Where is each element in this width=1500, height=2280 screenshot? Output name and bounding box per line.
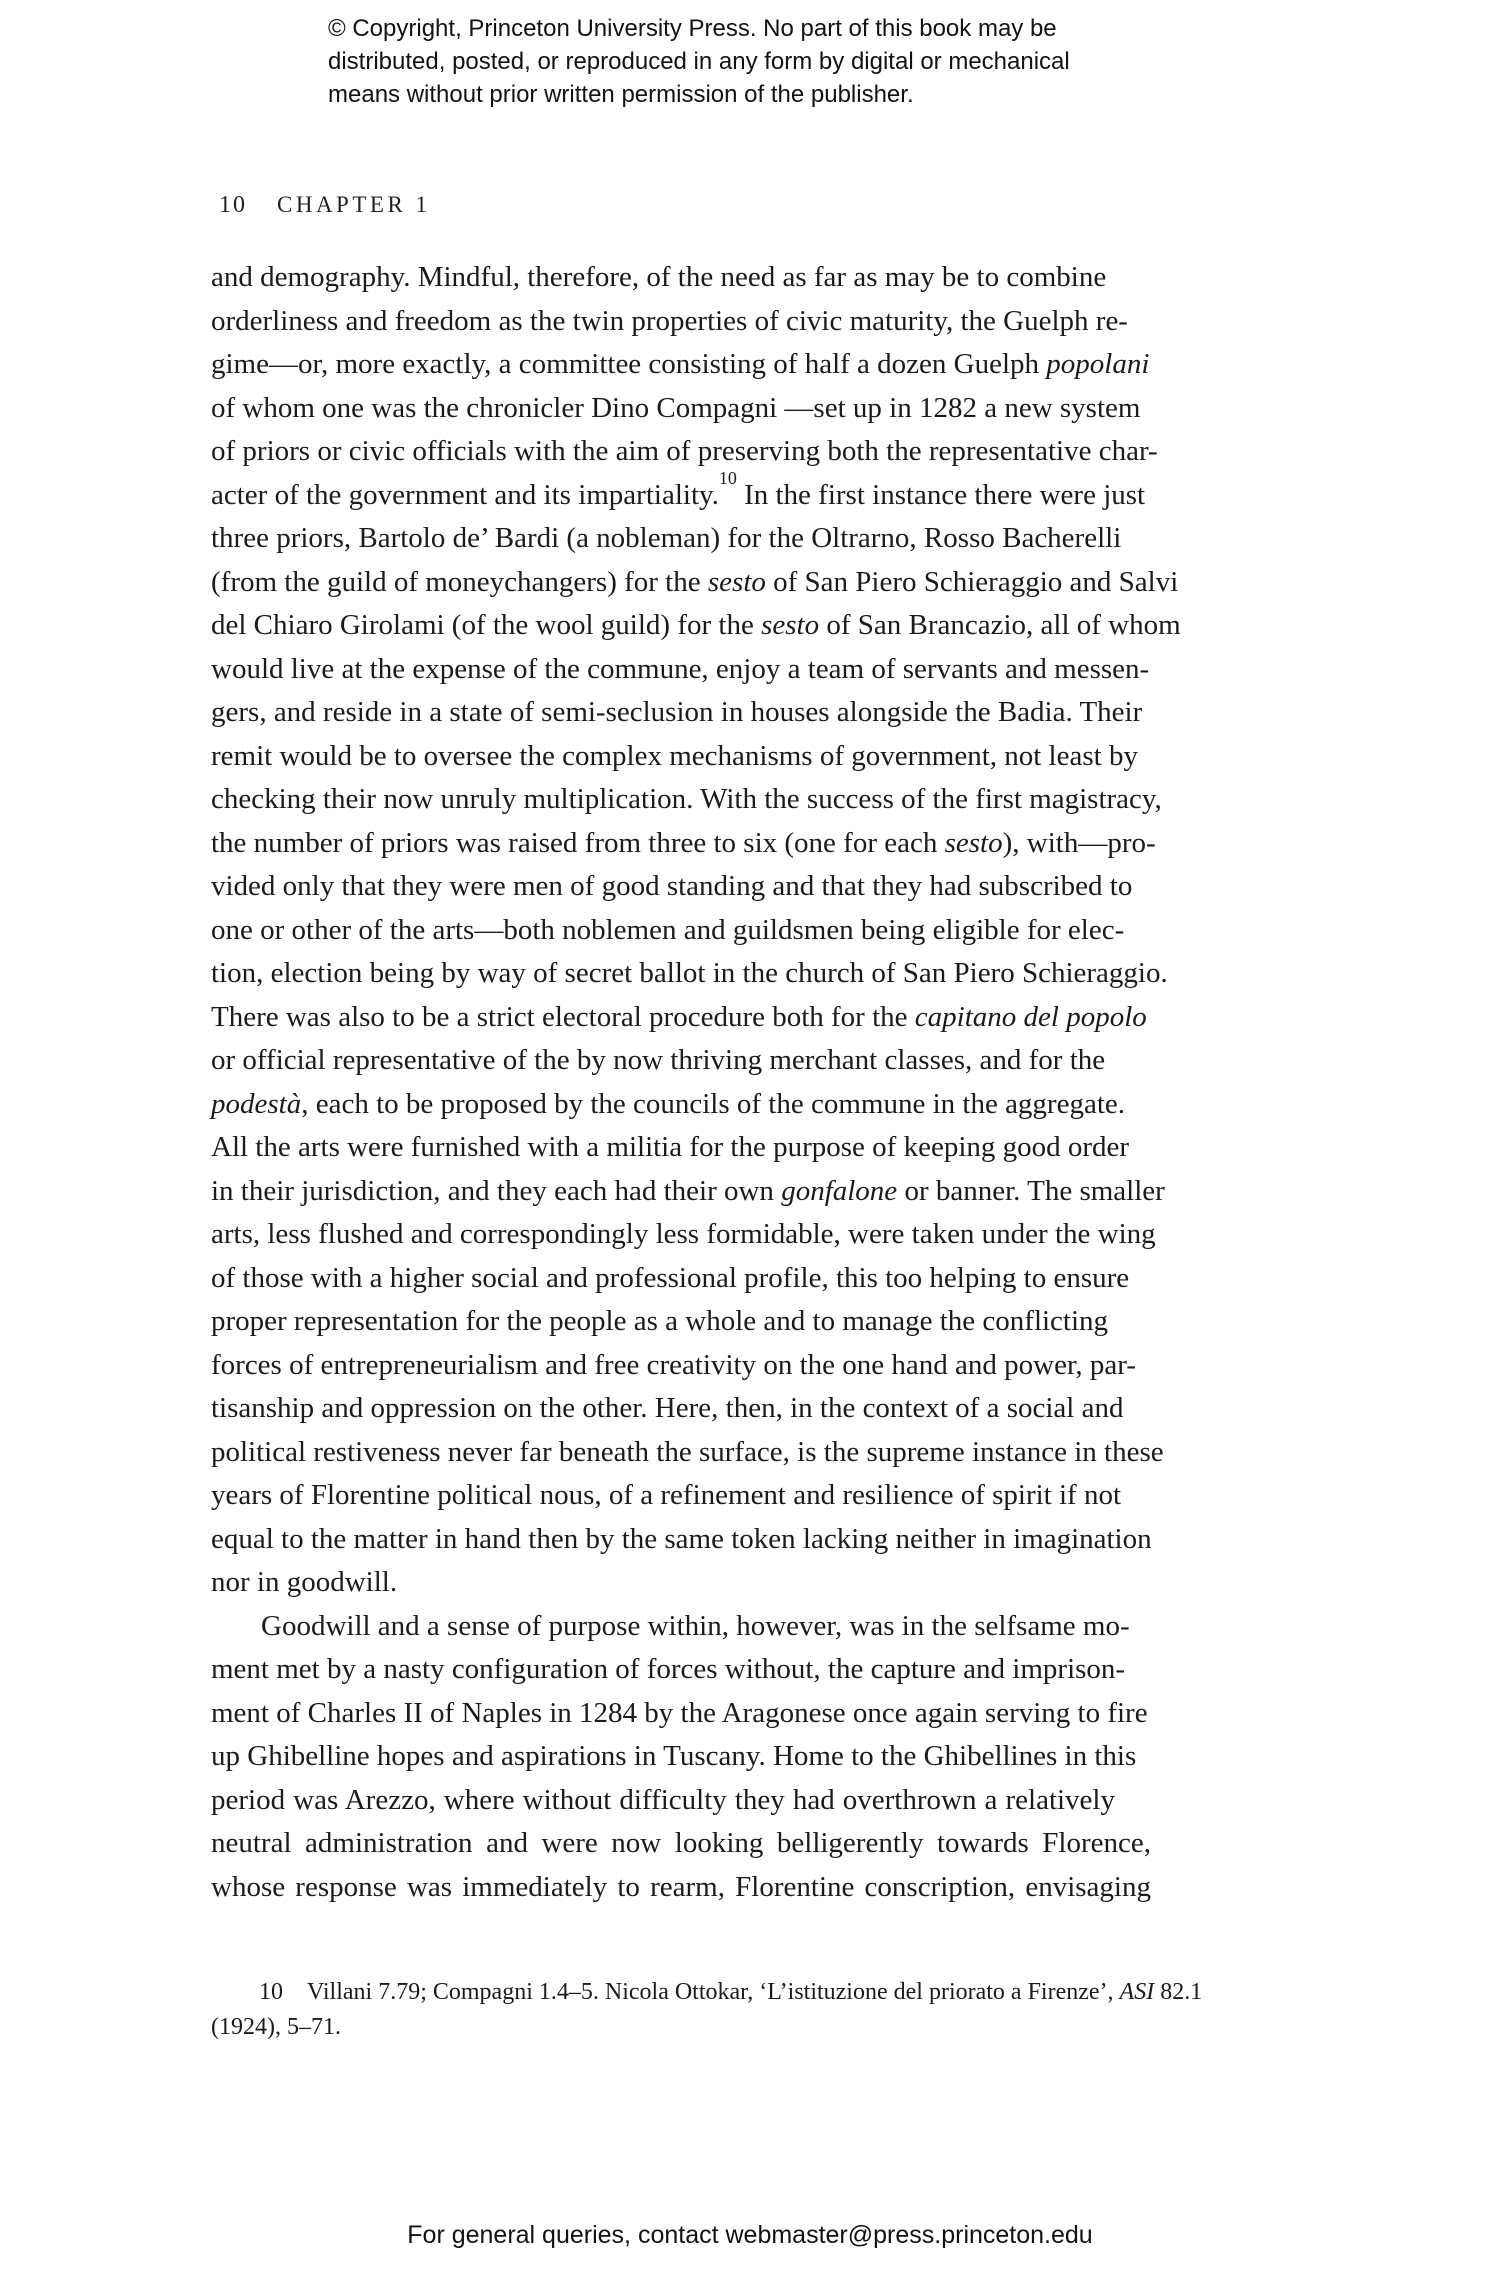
body-text-line: three priors, Bartolo de’ Bardi (a nobleman) for the Oltrarno, Rosso Bacherelli <box>211 522 1122 554</box>
body-text-line: up Ghibelline hopes and aspirations in Tuscany. Home to the Ghibellines in this <box>211 1740 1137 1772</box>
body-text-line: would live at the expense of the commune, enjoy a team of servants and messen- <box>211 652 1150 685</box>
body-text-line: del Chiaro Girolami (of the wool guild) for the sesto of San Brancazio, all of whom <box>211 609 1181 641</box>
copyright-line: means without prior written permission of the publisher. <box>328 81 914 108</box>
body-text-line: equal to the matter in hand then by the same token lacking neither in imagination <box>211 1522 1152 1555</box>
body-text-line: gers, and reside in a state of semi-seclusion in houses alongside the Badia. Their <box>211 696 1143 728</box>
body-text-line: of priors or civic officials with the aim of preserving both the representative char- <box>211 435 1158 467</box>
body-text-line: Goodwill and a sense of purpose within, however, was in the selfsame mo- <box>261 1609 1130 1642</box>
body-text-line: remit would be to oversee the complex mechanisms of government, not least by <box>211 739 1138 772</box>
body-text-line: (from the guild of moneychangers) for the sesto of San Piero Schieraggio and Salvi <box>211 565 1179 598</box>
footnote-line: 10 Villani 7.79; Compagni 1.4–5. Nicola Ottokar, ‘L’istituzione del priorato a Firenze’, ASI 82.1 <box>259 1979 1203 2005</box>
body-text-line: gime—or, more exactly, a committee consisting of half a dozen Guelph popolani <box>211 348 1150 380</box>
body-text-line: and demography. Mindful, therefore, of the need as far as may be to combine <box>211 261 1107 293</box>
body-text-line: There was also to be a strict electoral procedure both for the capitano del popolo <box>211 1000 1147 1033</box>
page-number: 10 <box>219 192 247 218</box>
body-text-line: podestà, each to be proposed by the councils of the commune in the aggregate. <box>211 1087 1126 1120</box>
body-text-line: neutral administration and were now looking belligerently towards Florence, <box>211 1827 1151 1859</box>
body-text <box>211 256 1295 1909</box>
body-text-line: or official representative of the by now thriving merchant classes, and for the <box>211 1044 1106 1076</box>
body-text-line: period was Arezzo, where without difficulty they had overthrown a relatively <box>211 1783 1115 1816</box>
footnote-line: (1924), 5–71. <box>211 2014 341 2040</box>
running-header <box>219 192 431 219</box>
body-text-line: forces of entrepreneurialism and free creativity on the one hand and power, par- <box>211 1348 1137 1381</box>
page-footer-contact: For general queries, contact webmaster@press.princeton.edu <box>407 2221 1093 2249</box>
body-text-line: orderliness and freedom as the twin properties of civic maturity, the Guelph re- <box>211 304 1128 337</box>
body-text-line: ment met by a nasty configuration of forces without, the capture and imprison- <box>211 1653 1126 1685</box>
body-text-line: checking their now unruly multiplication. With the success of the first magistracy, <box>211 783 1162 815</box>
body-text-line: whose response was immediately to rearm, Florentine conscription, envisaging <box>211 1870 1151 1903</box>
copyright-line: distributed, posted, or reproduced in any form by digital or mechanical <box>328 48 1070 75</box>
body-text-line: proper representation for the people as a whole and to manage the conflicting <box>211 1305 1109 1337</box>
body-text-line: tion, election being by way of secret ballot in the church of San Piero Schieraggio. <box>211 957 1168 989</box>
body-text-line: of those with a higher social and professional profile, this too helping to ensure <box>211 1261 1130 1294</box>
body-text-line: vided only that they were men of good standing and that they had subscribed to <box>211 870 1133 902</box>
copyright-line: © Copyright, Princeton University Press. No part of this book may be <box>328 15 1057 42</box>
body-text-line: one or other of the arts—both noblemen and guildsmen being eligible for elec- <box>211 913 1125 946</box>
chapter-label: CHAPTER 1 <box>277 192 431 217</box>
body-text-line: acter of the government and its impartiality.$^{10}$ In the first instance there were just <box>211 468 1146 511</box>
body-text-line: nor in goodwill. <box>211 1566 398 1598</box>
body-text-line: tisanship and oppression on the other. Here, then, in the context of a social and <box>211 1392 1124 1424</box>
body-text-line: arts, less flushed and correspondingly less formidable, were taken under the wing <box>211 1218 1156 1250</box>
body-text-line: years of Florentine political nous, of a refinement and resilience of spirit if not <box>211 1479 1122 1511</box>
body-text-line: political restiveness never far beneath the surface, is the supreme instance in these <box>211 1435 1164 1468</box>
body-text-line: in their jurisdiction, and they each had their own gonfalone or banner. The smaller <box>211 1174 1165 1207</box>
footnote <box>211 1975 1295 2045</box>
body-text-line: ment of Charles II of Naples in 1284 by the Aragonese once again serving to fire <box>211 1696 1148 1729</box>
body-text-line: of whom one was the chronicler Dino Compagni —set up in 1282 a new system <box>211 391 1141 424</box>
body-text-line: the number of priors was raised from three to six (one for each sesto), with—pro- <box>211 826 1156 859</box>
copyright-notice <box>328 12 1070 111</box>
body-text-line: All the arts were furnished with a militia for the purpose of keeping good order <box>211 1131 1130 1163</box>
